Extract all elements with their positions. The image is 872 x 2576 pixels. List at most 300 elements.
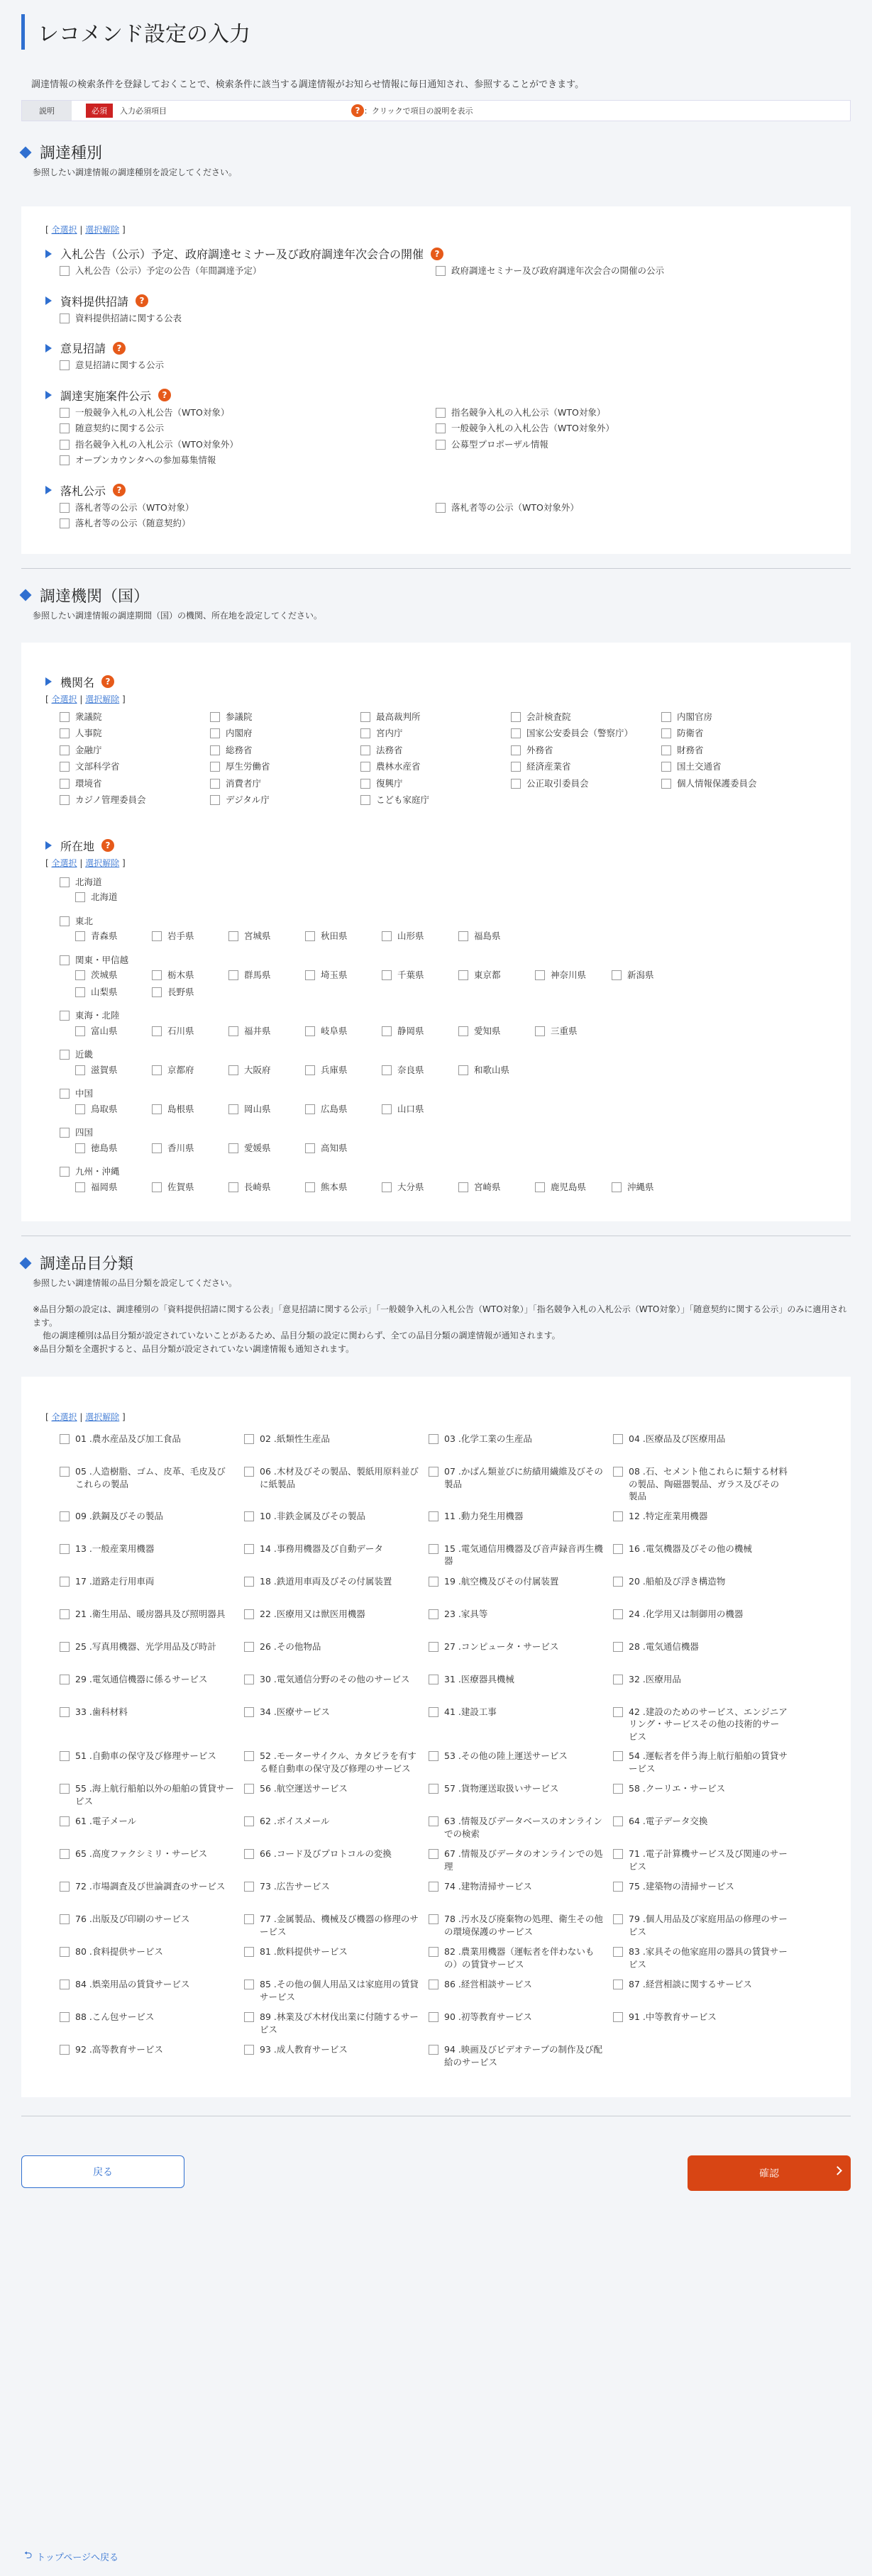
checkbox[interactable] (244, 1947, 254, 1957)
checkbox[interactable] (210, 762, 220, 772)
checkbox[interactable] (152, 1143, 162, 1153)
checkbox[interactable] (360, 762, 370, 772)
prefecture-checkbox[interactable] (305, 1181, 382, 1194)
checkbox[interactable] (612, 1182, 622, 1192)
checkbox[interactable] (244, 1849, 254, 1859)
prefecture-checkbox[interactable] (75, 969, 152, 982)
category-checkbox[interactable] (244, 1543, 429, 1568)
org-checkbox[interactable] (360, 744, 511, 757)
select-all-link[interactable]: 全選択 (51, 694, 77, 704)
type-checkbox[interactable] (436, 501, 812, 514)
category-checkbox[interactable] (60, 2011, 244, 2036)
category-checkbox[interactable] (429, 1465, 613, 1503)
checkbox[interactable] (360, 795, 370, 805)
org-checkbox[interactable] (511, 711, 661, 723)
checkbox[interactable] (60, 1011, 70, 1021)
checkbox[interactable] (360, 728, 370, 738)
org-checkbox[interactable] (360, 727, 511, 740)
checkbox[interactable] (535, 1182, 545, 1192)
checkbox[interactable] (613, 1784, 623, 1794)
checkbox[interactable] (152, 1104, 162, 1114)
org-checkbox[interactable] (360, 711, 511, 723)
org-checkbox[interactable] (661, 777, 812, 790)
checkbox[interactable] (511, 745, 521, 755)
category-checkbox[interactable] (244, 2011, 429, 2036)
checkbox[interactable] (511, 779, 521, 789)
checkbox[interactable] (429, 1511, 438, 1521)
region-checkbox[interactable] (60, 876, 827, 889)
prefecture-checkbox[interactable] (382, 1103, 458, 1116)
checkbox[interactable] (60, 2012, 70, 2022)
prefecture-checkbox[interactable] (228, 930, 305, 943)
checkbox[interactable] (613, 1914, 623, 1924)
checkbox[interactable] (210, 745, 220, 755)
category-checkbox[interactable] (613, 1782, 798, 1808)
category-checkbox[interactable] (244, 2043, 429, 2069)
prefecture-checkbox[interactable] (382, 1025, 458, 1038)
category-checkbox[interactable] (244, 1880, 429, 1906)
checkbox[interactable] (305, 1026, 315, 1036)
prefecture-checkbox[interactable] (305, 969, 382, 982)
category-checkbox[interactable] (244, 1510, 429, 1536)
checkbox[interactable] (436, 266, 446, 276)
checkbox[interactable] (228, 1143, 238, 1153)
checkbox[interactable] (60, 1544, 70, 1554)
prefecture-checkbox[interactable] (152, 1025, 228, 1038)
checkbox[interactable] (305, 1104, 315, 1114)
checkbox[interactable] (75, 892, 85, 902)
deselect-all-link[interactable]: 選択解除 (85, 1412, 120, 1423)
select-all-link[interactable]: 全選択 (51, 857, 77, 868)
category-checkbox[interactable] (244, 1815, 429, 1841)
prefecture-checkbox[interactable] (228, 1181, 305, 1194)
checkbox[interactable] (613, 1707, 623, 1717)
checkbox[interactable] (60, 1947, 70, 1957)
org-checkbox[interactable] (60, 760, 210, 773)
category-checkbox[interactable] (244, 1945, 429, 1971)
checkbox[interactable] (228, 1026, 238, 1036)
checkbox[interactable] (305, 1182, 315, 1192)
checkbox[interactable] (152, 931, 162, 941)
checkbox[interactable] (228, 1104, 238, 1114)
checkbox[interactable] (613, 1882, 623, 1892)
checkbox[interactable] (613, 1675, 623, 1684)
checkbox[interactable] (458, 1026, 468, 1036)
checkbox[interactable] (60, 1467, 70, 1477)
checkbox[interactable] (613, 1609, 623, 1619)
org-checkbox[interactable] (60, 727, 210, 740)
checkbox[interactable] (60, 1609, 70, 1619)
org-checkbox[interactable] (210, 777, 360, 790)
category-checkbox[interactable] (613, 1465, 798, 1503)
checkbox[interactable] (60, 745, 70, 755)
checkbox[interactable] (244, 1467, 254, 1477)
category-checkbox[interactable] (613, 1575, 798, 1601)
category-checkbox[interactable] (244, 1640, 429, 1666)
category-checkbox[interactable] (429, 1978, 613, 2004)
help-icon[interactable]: ? (158, 389, 171, 401)
category-checkbox[interactable] (429, 2011, 613, 2036)
category-checkbox[interactable] (60, 1848, 244, 1873)
prefecture-checkbox[interactable] (535, 1025, 612, 1038)
category-checkbox[interactable] (613, 1673, 798, 1699)
checkbox[interactable] (429, 1947, 438, 1957)
checkbox[interactable] (661, 779, 671, 789)
type-checkbox[interactable] (436, 406, 812, 419)
checkbox[interactable] (60, 728, 70, 738)
category-checkbox[interactable] (429, 1945, 613, 1971)
checkbox[interactable] (458, 970, 468, 980)
prefecture-checkbox[interactable] (75, 1064, 152, 1077)
category-checkbox[interactable] (429, 1640, 613, 1666)
region-checkbox[interactable] (60, 1126, 827, 1139)
checkbox[interactable] (613, 1947, 623, 1957)
prefecture-checkbox[interactable] (75, 930, 152, 943)
prefecture-checkbox[interactable] (75, 891, 152, 904)
checkbox[interactable] (429, 1642, 438, 1652)
checkbox[interactable] (429, 1882, 438, 1892)
prefecture-checkbox[interactable] (75, 986, 152, 999)
category-checkbox[interactable] (613, 1640, 798, 1666)
checkbox[interactable] (60, 762, 70, 772)
category-checkbox[interactable] (613, 1706, 798, 1743)
org-checkbox[interactable] (360, 794, 511, 806)
checkbox[interactable] (244, 1609, 254, 1619)
checkbox[interactable] (60, 440, 70, 450)
prefecture-checkbox[interactable] (75, 1025, 152, 1038)
checkbox[interactable] (152, 1065, 162, 1075)
checkbox[interactable] (305, 1065, 315, 1075)
org-checkbox[interactable] (511, 760, 661, 773)
type-checkbox[interactable] (60, 438, 436, 451)
prefecture-checkbox[interactable] (458, 930, 535, 943)
category-checkbox[interactable] (613, 1510, 798, 1536)
checkbox[interactable] (613, 1434, 623, 1444)
checkbox[interactable] (244, 1707, 254, 1717)
checkbox[interactable] (152, 970, 162, 980)
checkbox[interactable] (661, 728, 671, 738)
checkbox[interactable] (661, 745, 671, 755)
checkbox[interactable] (511, 712, 521, 722)
checkbox[interactable] (382, 970, 392, 980)
checkbox[interactable] (60, 503, 70, 513)
checkbox[interactable] (429, 1816, 438, 1826)
checkbox[interactable] (75, 1182, 85, 1192)
checkbox[interactable] (75, 1065, 85, 1075)
region-checkbox[interactable] (60, 1009, 827, 1022)
checkbox[interactable] (60, 916, 70, 926)
category-checkbox[interactable] (60, 1433, 244, 1458)
checkbox[interactable] (360, 712, 370, 722)
category-checkbox[interactable] (613, 1913, 798, 1938)
checkbox[interactable] (228, 1065, 238, 1075)
type-checkbox[interactable] (60, 359, 436, 372)
checkbox[interactable] (244, 2012, 254, 2022)
type-checkbox[interactable] (60, 422, 436, 435)
checkbox[interactable] (60, 1914, 70, 1924)
region-checkbox[interactable] (60, 954, 827, 967)
category-checkbox[interactable] (429, 1433, 613, 1458)
checkbox[interactable] (613, 2012, 623, 2022)
confirm-button[interactable]: 確認 (688, 2155, 851, 2191)
prefecture-checkbox[interactable] (75, 1142, 152, 1155)
prefecture-checkbox[interactable] (305, 930, 382, 943)
org-checkbox[interactable] (210, 760, 360, 773)
category-checkbox[interactable] (429, 1543, 613, 1568)
type-checkbox[interactable] (60, 312, 436, 325)
category-checkbox[interactable] (60, 2043, 244, 2069)
help-icon[interactable]: ? (136, 294, 148, 307)
checkbox[interactable] (60, 266, 70, 276)
checkbox[interactable] (60, 1980, 70, 1989)
help-icon[interactable]: ? (431, 248, 443, 260)
checkbox[interactable] (360, 745, 370, 755)
checkbox[interactable] (244, 1914, 254, 1924)
prefecture-checkbox[interactable] (458, 969, 535, 982)
checkbox[interactable] (382, 1026, 392, 1036)
category-checkbox[interactable] (429, 1608, 613, 1633)
org-checkbox[interactable] (210, 727, 360, 740)
category-checkbox[interactable] (429, 1782, 613, 1808)
checkbox[interactable] (458, 1065, 468, 1075)
checkbox[interactable] (60, 1434, 70, 1444)
category-checkbox[interactable] (60, 1510, 244, 1536)
checkbox[interactable] (429, 2045, 438, 2055)
prefecture-checkbox[interactable] (382, 1064, 458, 1077)
help-icon[interactable]: ? (101, 839, 114, 852)
category-checkbox[interactable] (429, 1880, 613, 1906)
category-checkbox[interactable] (244, 1465, 429, 1503)
category-checkbox[interactable] (244, 1848, 429, 1873)
checkbox[interactable] (60, 795, 70, 805)
category-checkbox[interactable] (613, 1848, 798, 1873)
checkbox[interactable] (535, 1026, 545, 1036)
category-checkbox[interactable] (60, 1673, 244, 1699)
checkbox[interactable] (429, 1675, 438, 1684)
org-checkbox[interactable] (210, 711, 360, 723)
category-checkbox[interactable] (244, 1673, 429, 1699)
prefecture-checkbox[interactable] (458, 1181, 535, 1194)
checkbox[interactable] (382, 1104, 392, 1114)
select-all-link[interactable]: 全選択 (51, 1412, 77, 1423)
type-checkbox[interactable] (60, 265, 436, 277)
back-button[interactable]: 戻る (21, 2155, 184, 2188)
checkbox[interactable] (60, 518, 70, 528)
checkbox[interactable] (60, 1675, 70, 1684)
help-icon[interactable]: ? (101, 675, 114, 688)
category-checkbox[interactable] (60, 1750, 244, 1775)
prefecture-checkbox[interactable] (152, 1181, 228, 1194)
checkbox[interactable] (613, 1816, 623, 1826)
prefecture-checkbox[interactable] (152, 1064, 228, 1077)
checkbox[interactable] (210, 728, 220, 738)
category-checkbox[interactable] (60, 1782, 244, 1808)
checkbox[interactable] (429, 1980, 438, 1989)
checkbox[interactable] (244, 1675, 254, 1684)
category-checkbox[interactable] (429, 1575, 613, 1601)
checkbox[interactable] (152, 1182, 162, 1192)
org-checkbox[interactable] (661, 744, 812, 757)
category-checkbox[interactable] (613, 1880, 798, 1906)
checkbox[interactable] (429, 1849, 438, 1859)
checkbox[interactable] (60, 455, 70, 465)
checkbox[interactable] (75, 1026, 85, 1036)
type-checkbox[interactable] (436, 422, 812, 435)
category-checkbox[interactable] (613, 1750, 798, 1775)
category-checkbox[interactable] (613, 1608, 798, 1633)
checkbox[interactable] (75, 931, 85, 941)
checkbox[interactable] (60, 712, 70, 722)
checkbox[interactable] (152, 987, 162, 997)
checkbox[interactable] (360, 779, 370, 789)
prefecture-checkbox[interactable] (535, 1181, 612, 1194)
category-checkbox[interactable] (60, 1575, 244, 1601)
checkbox[interactable] (244, 1577, 254, 1587)
category-checkbox[interactable] (60, 1706, 244, 1743)
checkbox[interactable] (210, 779, 220, 789)
region-checkbox[interactable] (60, 915, 827, 928)
org-checkbox[interactable] (511, 777, 661, 790)
prefecture-checkbox[interactable] (228, 1103, 305, 1116)
org-checkbox[interactable] (661, 760, 812, 773)
category-checkbox[interactable] (244, 1575, 429, 1601)
prefecture-checkbox[interactable] (382, 1181, 458, 1194)
checkbox[interactable] (60, 1707, 70, 1717)
category-checkbox[interactable] (60, 1945, 244, 1971)
category-checkbox[interactable] (429, 1848, 613, 1873)
checkbox[interactable] (60, 408, 70, 418)
prefecture-checkbox[interactable] (75, 1103, 152, 1116)
checkbox[interactable] (60, 1642, 70, 1652)
region-checkbox[interactable] (60, 1048, 827, 1061)
checkbox[interactable] (228, 931, 238, 941)
prefecture-checkbox[interactable] (382, 969, 458, 982)
prefecture-checkbox[interactable] (228, 1025, 305, 1038)
checkbox[interactable] (244, 1882, 254, 1892)
checkbox[interactable] (429, 1914, 438, 1924)
checkbox[interactable] (228, 1182, 238, 1192)
prefecture-checkbox[interactable] (305, 1025, 382, 1038)
org-checkbox[interactable] (360, 760, 511, 773)
checkbox[interactable] (60, 1050, 70, 1060)
checkbox[interactable] (60, 360, 70, 370)
checkbox[interactable] (210, 712, 220, 722)
category-checkbox[interactable] (429, 2043, 613, 2069)
checkbox[interactable] (60, 1849, 70, 1859)
checkbox[interactable] (429, 1609, 438, 1619)
checkbox[interactable] (613, 1751, 623, 1761)
category-checkbox[interactable] (60, 1913, 244, 1938)
category-checkbox[interactable] (60, 1465, 244, 1503)
checkbox[interactable] (60, 313, 70, 323)
checkbox[interactable] (228, 970, 238, 980)
prefecture-checkbox[interactable] (152, 1103, 228, 1116)
category-checkbox[interactable] (613, 1543, 798, 1568)
checkbox[interactable] (429, 1544, 438, 1554)
checkbox[interactable] (613, 1544, 623, 1554)
checkbox[interactable] (244, 1816, 254, 1826)
category-checkbox[interactable] (429, 1913, 613, 1938)
checkbox[interactable] (613, 1642, 623, 1652)
checkbox[interactable] (613, 1849, 623, 1859)
category-checkbox[interactable] (244, 1433, 429, 1458)
org-checkbox[interactable] (60, 777, 210, 790)
checkbox[interactable] (305, 931, 315, 941)
category-checkbox[interactable] (60, 1543, 244, 1568)
checkbox[interactable] (152, 1026, 162, 1036)
org-checkbox[interactable] (661, 727, 812, 740)
category-checkbox[interactable] (613, 1945, 798, 1971)
checkbox[interactable] (60, 1511, 70, 1521)
prefecture-checkbox[interactable] (535, 969, 612, 982)
type-checkbox[interactable] (436, 265, 812, 277)
checkbox[interactable] (60, 1816, 70, 1826)
checkbox[interactable] (613, 1577, 623, 1587)
type-checkbox[interactable] (60, 501, 436, 514)
checkbox[interactable] (429, 1577, 438, 1587)
checkbox[interactable] (382, 1065, 392, 1075)
deselect-all-link[interactable]: 選択解除 (85, 694, 120, 704)
checkbox[interactable] (60, 2045, 70, 2055)
org-checkbox[interactable] (360, 777, 511, 790)
deselect-all-link[interactable]: 選択解除 (85, 225, 120, 235)
prefecture-checkbox[interactable] (612, 969, 688, 982)
prefecture-checkbox[interactable] (75, 1181, 152, 1194)
prefecture-checkbox[interactable] (152, 1142, 228, 1155)
checkbox[interactable] (60, 877, 70, 887)
checkbox[interactable] (305, 1143, 315, 1153)
category-checkbox[interactable] (429, 1706, 613, 1743)
region-checkbox[interactable] (60, 1087, 827, 1100)
org-checkbox[interactable] (661, 711, 812, 723)
checkbox[interactable] (244, 1642, 254, 1652)
type-checkbox[interactable] (60, 517, 436, 530)
org-checkbox[interactable] (210, 794, 360, 806)
category-checkbox[interactable] (429, 1750, 613, 1775)
checkbox[interactable] (436, 408, 446, 418)
checkbox[interactable] (429, 2012, 438, 2022)
checkbox[interactable] (60, 1882, 70, 1892)
prefecture-checkbox[interactable] (228, 1142, 305, 1155)
category-checkbox[interactable] (244, 1978, 429, 2004)
category-checkbox[interactable] (60, 1608, 244, 1633)
prefecture-checkbox[interactable] (612, 1181, 688, 1194)
category-checkbox[interactable] (244, 1608, 429, 1633)
category-checkbox[interactable] (60, 1815, 244, 1841)
checkbox[interactable] (244, 1544, 254, 1554)
prefecture-checkbox[interactable] (305, 1064, 382, 1077)
checkbox[interactable] (382, 1182, 392, 1192)
category-checkbox[interactable] (244, 1706, 429, 1743)
top-page-link[interactable]: ⮌ トップページへ戻る (24, 2548, 118, 2565)
prefecture-checkbox[interactable] (305, 1142, 382, 1155)
region-checkbox[interactable] (60, 1165, 827, 1178)
checkbox[interactable] (244, 1511, 254, 1521)
checkbox[interactable] (429, 1434, 438, 1444)
checkbox[interactable] (210, 795, 220, 805)
checkbox[interactable] (60, 779, 70, 789)
checkbox[interactable] (60, 1089, 70, 1099)
type-checkbox[interactable] (436, 438, 812, 451)
category-checkbox[interactable] (60, 1978, 244, 2004)
category-checkbox[interactable] (429, 1673, 613, 1699)
checkbox[interactable] (60, 1784, 70, 1794)
checkbox[interactable] (244, 1434, 254, 1444)
checkbox[interactable] (436, 440, 446, 450)
prefecture-checkbox[interactable] (458, 1025, 535, 1038)
checkbox[interactable] (244, 1980, 254, 1989)
checkbox[interactable] (535, 970, 545, 980)
